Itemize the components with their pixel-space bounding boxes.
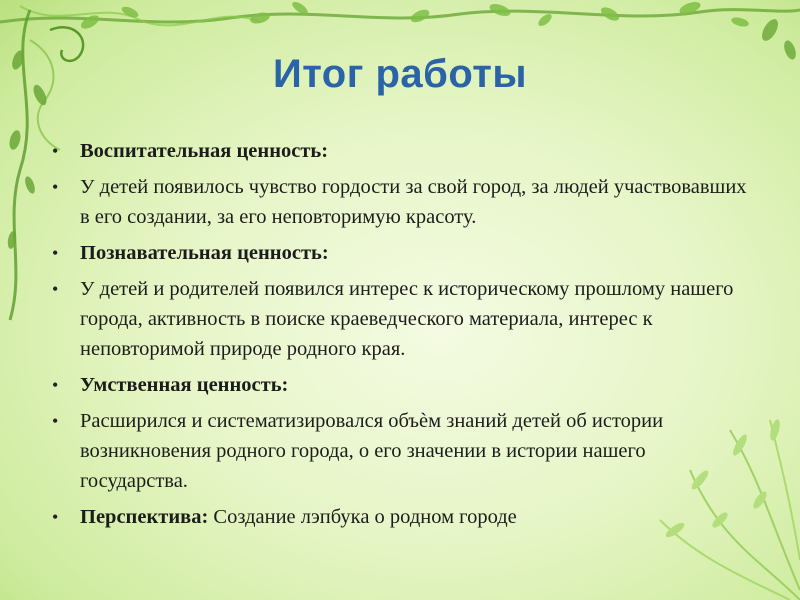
bullet-icon: • — [52, 279, 59, 299]
text-cognitive-value: У детей и родителей появился интерес к историческому прошлому нашего города, активность в поиске краеведческого материала, интерес к неповторимой природе родного края. — [80, 278, 734, 360]
heading-intellectual-value: Умственная ценность: — [80, 374, 289, 396]
bullet-icon: • — [52, 243, 59, 263]
list-item — [52, 238, 752, 268]
list-item — [52, 406, 752, 496]
list-item — [52, 172, 752, 232]
heading-educational-value: Воспитательная ценность: — [80, 140, 329, 162]
list-item — [52, 370, 752, 400]
bullet-icon: • — [52, 141, 59, 161]
text-perspective: Создание лэпбука о родном городе — [208, 506, 517, 528]
bullet-icon: • — [52, 375, 59, 395]
list-item — [52, 502, 752, 532]
heading-perspective: Перспектива: — [80, 506, 209, 528]
list-item — [52, 136, 752, 166]
heading-cognitive-value: Познавательная ценность: — [80, 242, 329, 264]
text-intellectual-value: Расширился и систематизировался объѐм знаний детей об истории возникновения родного города, о его значении в истории нашего государства. — [80, 410, 664, 492]
bullet-icon: • — [52, 411, 59, 431]
bullet-list — [52, 136, 752, 538]
bullet-icon: • — [52, 507, 59, 527]
slide-title: Итог работы — [272, 52, 528, 96]
text-educational-value: У детей появилось чувство гордости за свой город, за людей участвовавших в его создании, за его неповторимую красоту. — [80, 176, 747, 228]
list-item — [52, 274, 752, 364]
bullet-icon: • — [52, 177, 59, 197]
